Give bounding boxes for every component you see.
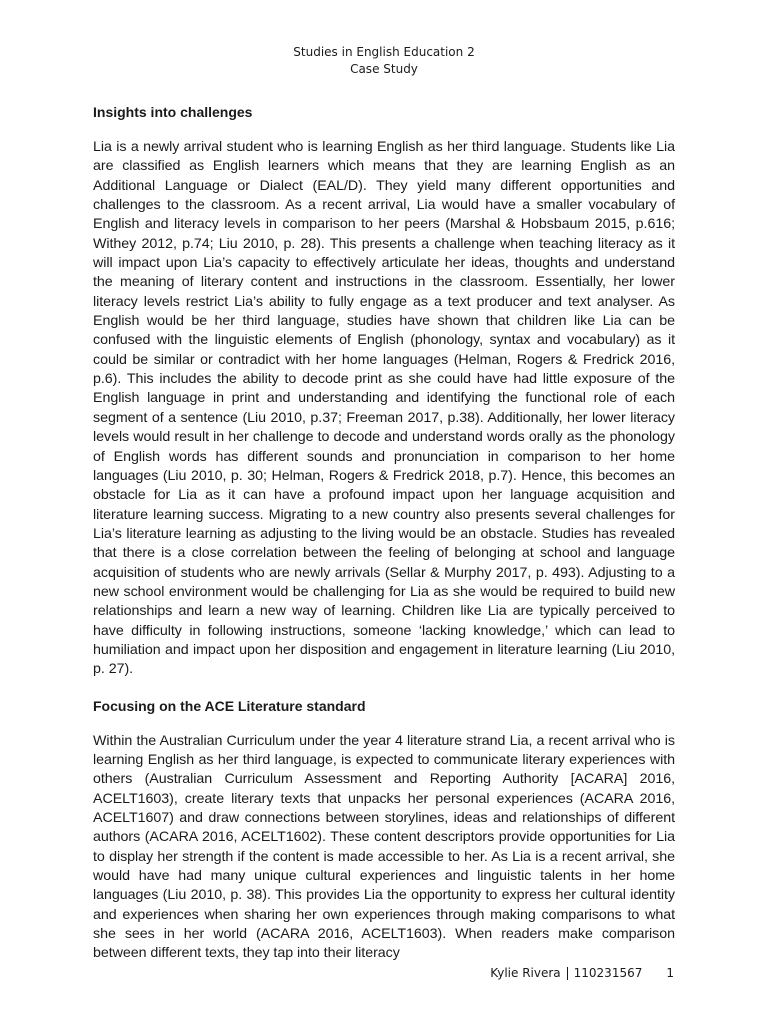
page-header <box>0 44 768 78</box>
page-number: 1 <box>666 966 674 980</box>
document-body <box>93 102 675 980</box>
course-title: Studies in English Education 2 <box>293 45 475 59</box>
section-challenges <box>93 102 675 680</box>
section-heading: Insights into challenges <box>93 104 253 120</box>
page-footer <box>490 965 674 981</box>
section-heading: Focusing on the ACE Literature standard <box>93 697 366 714</box>
student-id: 110231567 <box>573 966 643 980</box>
footer-divider <box>567 967 568 980</box>
section-paragraph: Lia is a newly arrival student who is learning English as her third language. Students like Lia are classified as English learners which means that they are learning English as an Additional Language or Dialect (EAL/D). They yield many different opportunities and challenges to the classroom. As a recent arrival, Lia would have a smaller vocabulary of English and literacy levels in comparison to her peers (Marshal & Hobsbaum 2015, p.616; Withey 2012, p.74; Liu 2010, p. 28). This presents a challenge when teaching literacy as it will impact upon Lia’s capacity to effectively articulate her ideas, thoughts and understand the meaning of literary content and instructions in the classroom. Essentially, her lower literacy levels restrict Lia’s ability to fully engage as a text producer and text analyser. As English would be her third language, studies have shown that children like Lia can be confused with the linguistic elements of English (phonology, syntax and vocabulary) as it could be similar or contradict with her home languages (Helman, Rogers & Fredrick 2016, p.6). This includes the ability to decode print as she could have had little exposure of the English language in print and understanding and identifying the functional role of each segment of a sentence (Liu 2010, p.37; Freeman 2017, p.38). Additionally, her lower literacy levels would result in her challenge to decode and understand words orally as the phonology of English words has different sounds and pronunciation in comparison to her home languages (Liu 2010, p. 30; Helman, Rogers & Fredrick 2018, p.7). Hence, this becomes an obstacle for Lia as it can have a profound impact upon her language acquisition and literature learning success. Migrating to a new country also presents several challenges for Lia’s literature learning as adjusting to the living would be an obstacle. Studies has revealed that there is a close correlation between the feeling of belonging at school and language acquisition of students who are newly arrivals (Sellar & Murphy 2017, p. 493). Adjusting to a new school environment would be challenging for Lia as she would be required to build new relationships and learn a new way of learning. Children like Lia are typically perceived to have difficulty in following instructions, someone ‘lacking knowledge,’ which can lead to humiliation and impact upon her disposition and engagement in literature learning (Liu 2010, p. 27). <box>93 139 675 678</box>
section-ace-standard <box>93 696 675 964</box>
document-type: Case Study <box>350 62 418 76</box>
section-paragraph: Within the Australian Curriculum under the year 4 literature strand Lia, a recent arrival who is learning English as her third language, is expected to communicate literary experiences with others (Australian Curriculum Assessment and Reporting Authority [ACARA] 2016, ACELT1603), create literary texts that unpacks her personal experiences (ACARA 2016, ACELT1607) and draw connections between storylines, ideas and relationships of different authors (ACARA 2016, ACELT1602). These content descriptors provide opportunities for Lia to display her strength if the content is made accessible to her. As Lia is a recent arrival, she would have had many unique cultural experiences and linguistic talents in her home languages (Liu 2010, p. 38). This provides Lia the opportunity to express her cultural identity and experiences when sharing her own experiences through making comparisons to what she sees in her world (ACARA 2016, ACELT1603). When readers make comparison between different texts, they tap into their literacy <box>93 732 675 962</box>
author-name: Kylie Rivera <box>490 966 561 980</box>
